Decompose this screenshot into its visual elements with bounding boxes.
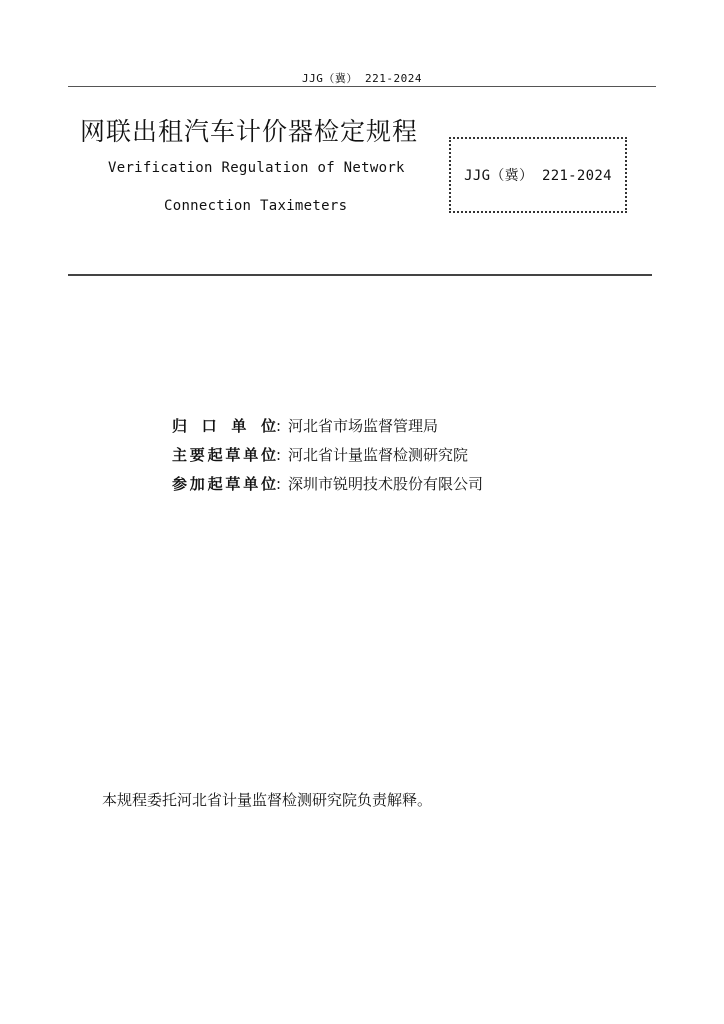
title-divider (68, 274, 652, 276)
info-colon: : (276, 446, 282, 464)
info-value: 深圳市锐明技术股份有限公司 (288, 475, 484, 493)
header-standard-code: JJG（冀） 221-2024 (302, 72, 422, 85)
standard-code-box (449, 137, 627, 213)
info-colon: : (276, 475, 282, 493)
title-chinese: 网联出租汽车计价器检定规程 (80, 117, 419, 146)
standard-code-box-text: JJG（冀） 221-2024 (464, 168, 612, 184)
info-label: 归 口 单 位 (172, 417, 276, 435)
info-value: 河北省计量监督检测研究院 (288, 446, 469, 464)
info-label: 主要起草单位 (172, 446, 276, 464)
info-row-main-drafter (172, 441, 483, 470)
info-label: 参加起草单位 (172, 475, 276, 493)
info-colon: : (276, 417, 282, 435)
title-english-line-2: Connection Taximeters (164, 198, 348, 214)
info-row-authority (172, 412, 483, 441)
info-row-participating-drafter (172, 470, 483, 499)
header-divider (68, 86, 656, 87)
drafting-info-block (172, 412, 483, 499)
title-english-line-1: Verification Regulation of Network (108, 160, 405, 176)
interpretation-note: 本规程委托河北省计量监督检测研究院负责解释。 (102, 791, 433, 809)
info-value: 河北省市场监督管理局 (288, 417, 439, 435)
